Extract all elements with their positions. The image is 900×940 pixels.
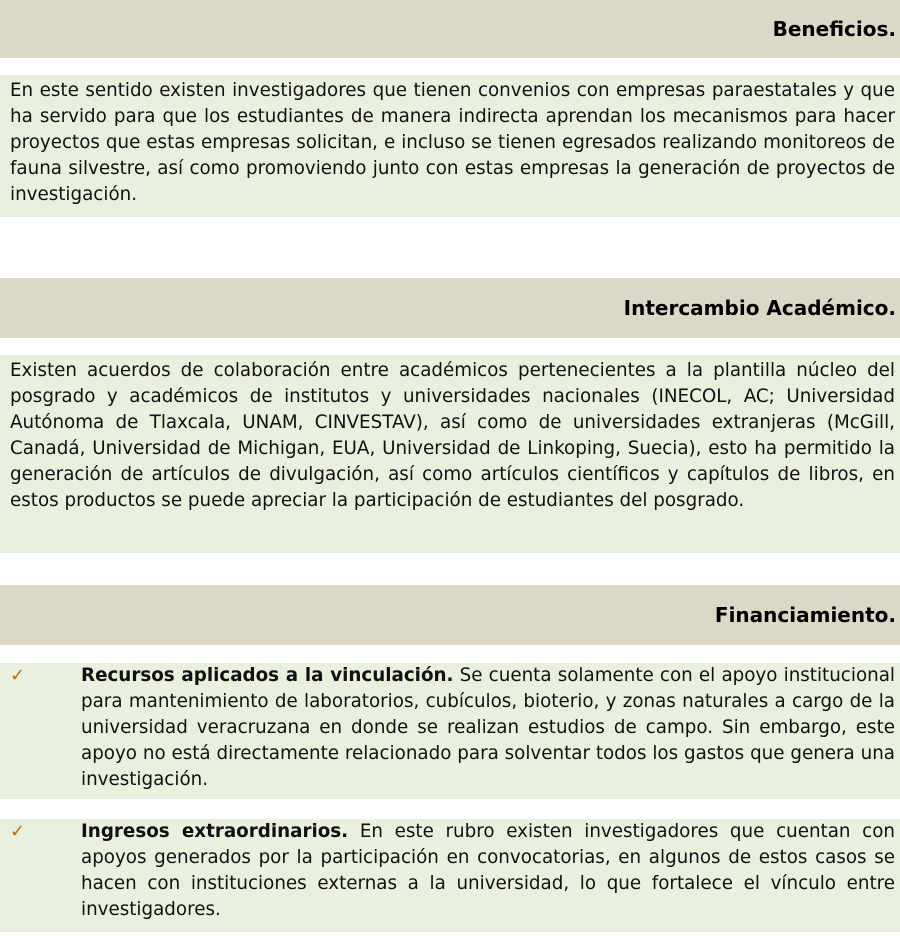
- list-item-text: [81, 819, 895, 923]
- section-body-beneficios: [0, 75, 900, 217]
- list-item-body: En este rubro existen investigadores que cuentan con apoyos generados por la participación en convocatorias, en algunos de estos casos se hacen con instituciones externas a la universidad, lo que fortalece el vínculo entre investigadores.: [81, 821, 896, 920]
- section-header-intercambio: [0, 278, 900, 338]
- section-body-intercambio: [0, 355, 900, 553]
- list-item-body: Se cuenta solamente con el apoyo institucional para mantenimiento de laboratorios, cubículos, bioterio, y zonas naturales a cargo de la universidad veracruzana en donde se realizan estudios de campo. Sin embargo, este apoyo no está directamente relacionado para solventar todos los gastos que genera una investigación.: [81, 665, 895, 790]
- list-item-text: [81, 663, 895, 793]
- section-header-beneficios: [0, 0, 900, 58]
- list-item: [0, 819, 900, 932]
- section-header-financiamiento: [0, 585, 900, 645]
- section-title-financiamiento: Financiamiento.: [714, 603, 896, 627]
- list-item: [0, 663, 900, 799]
- paragraph-beneficios: En este sentido existen investigadores que tienen convenios con empresas paraestatales y que ha servido para que los estudiantes de manera indirecta aprendan los mecanismos para hacer proyectos que estas empresas solicitan, e incluso se tienen egresados realizando monitoreos de fauna silvestre, así como promoviendo junto con estas empresas la generación de proyectos de investigación.: [10, 80, 895, 205]
- section-title-beneficios: Beneficios.: [772, 17, 896, 41]
- checkmark-icon: ✓: [10, 665, 26, 686]
- paragraph-intercambio: Existen acuerdos de colaboración entre académicos pertenecientes a la plantilla núcleo del posgrado y académicos de institutos y universidades nacionales (INECOL, AC; Universidad Autónoma de Tlaxcala, UNAM, CINVESTAV), así como de universidades extranjeras (McGill, Canadá, Universidad de Michigan, EUA, Universidad de Linkoping, Suecia), esto ha permitido la generación de artículos de divulgación, así como artículos científicos y capítulos de libros, en estos productos se puede apreciar la participación de estudiantes del posgrado.: [10, 360, 895, 511]
- list-item-title: Ingresos extraordinarios.: [81, 821, 349, 842]
- checkmark-icon: ✓: [10, 821, 26, 842]
- section-title-intercambio: Intercambio Académico.: [623, 296, 896, 320]
- list-item-title: Recursos aplicados a la vinculación.: [81, 665, 454, 686]
